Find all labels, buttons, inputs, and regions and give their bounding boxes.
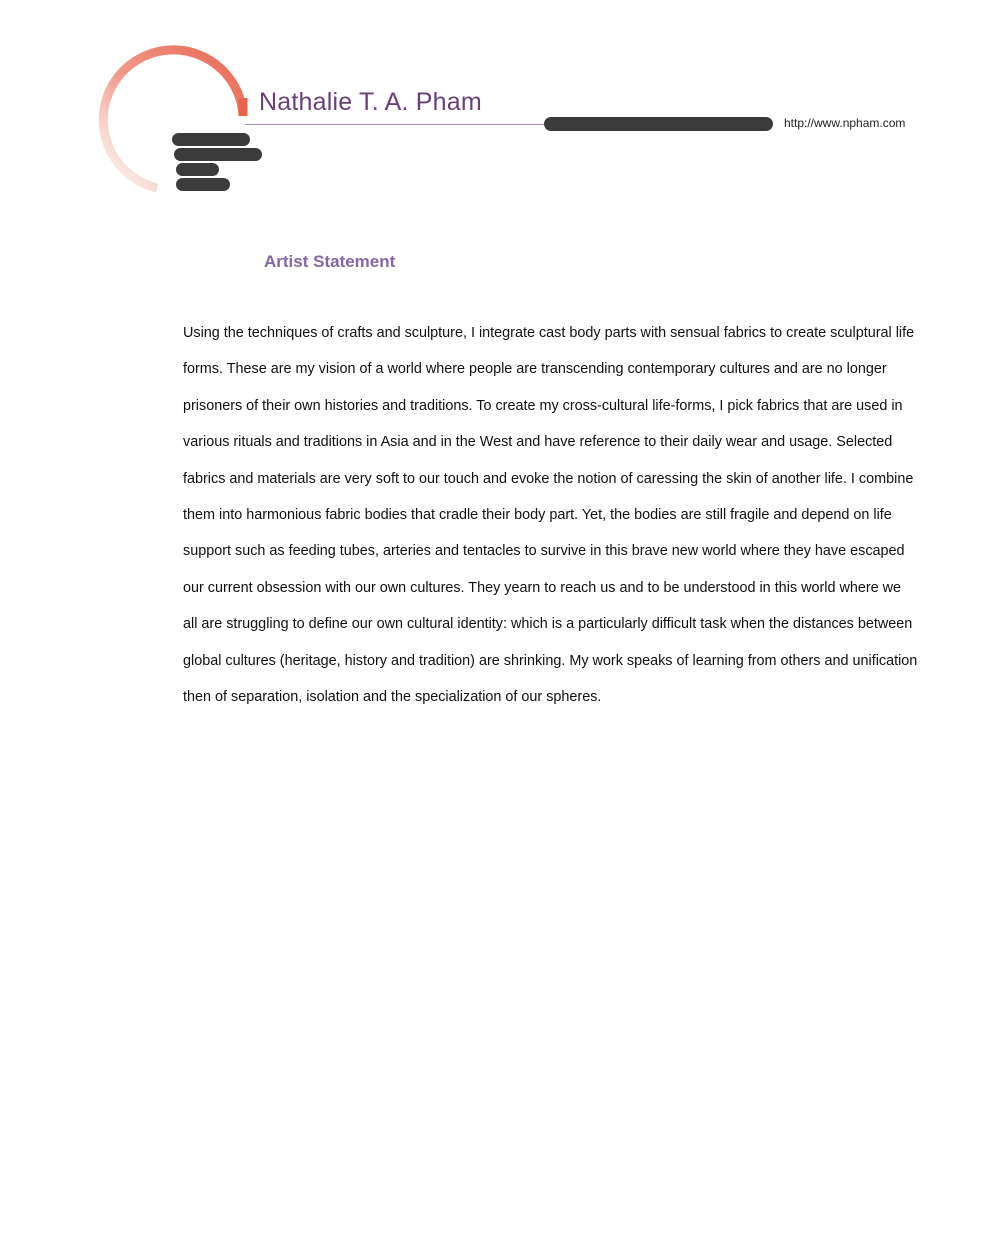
- letterhead: [0, 0, 1000, 210]
- redaction-bar-line-4: [176, 178, 230, 191]
- redaction-bar-address: [544, 117, 773, 131]
- redaction-bar-line-2: [174, 148, 262, 161]
- redaction-bar-line-3: [176, 163, 219, 176]
- website-link[interactable]: http://www.npham.com: [784, 116, 906, 130]
- letterhead-rule: [245, 124, 555, 125]
- document-heading: Artist Statement: [264, 252, 396, 271]
- letterhead-name: Nathalie T. A. Pham: [259, 88, 482, 116]
- redaction-bar-line-1: [172, 133, 250, 146]
- statement-body: Using the techniques of crafts and sculpture, I integrate cast body parts with sensual fabrics to create sculptural life forms. These are my vision of a world where people are transcending contemporary cultures and are no longer prisoners of their own histories and traditions. To create my cross-cultural life-forms, I pick fabrics that are used in various rituals and traditions in Asia and in the West and have reference to their daily wear and usage. Selected fabrics and materials are very soft to our touch and evoke the notion of caressing the skin of another life. I combine them into harmonious fabric bodies that cradle their body part. Yet, the bodies are still fragile and depend on life support such as feeding tubes, arteries and tentacles to survive in this brave new world where they have escaped our current obsession with our own cultures. They yearn to reach us and to be understood in this world where we all are struggling to define our own cultural identity: which is a particularly difficult task when the distances between global cultures (heritage, history and tradition) are shrinking. My work speaks of learning from others and unification then of separation, isolation and the specialization of our spheres.: [183, 325, 918, 706]
